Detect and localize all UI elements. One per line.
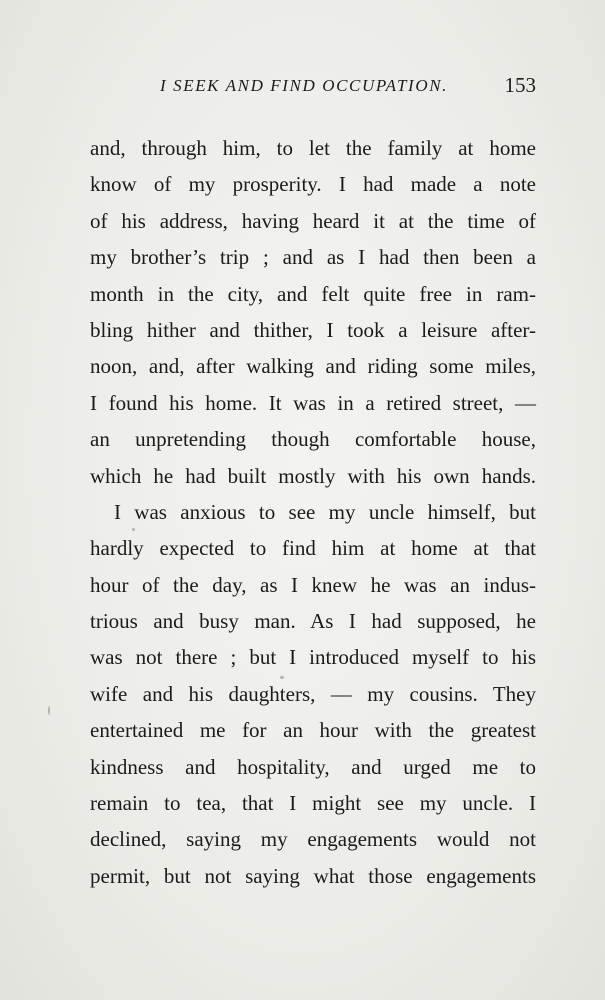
body-text [90, 130, 536, 894]
text-line: noon, and, after walking and riding some miles, [90, 354, 536, 379]
text-line: remain to tea, that I might see my uncle. I [90, 791, 536, 816]
text-line: I was anxious to see my uncle himself, but [114, 499, 536, 524]
text-line: know of my prosperity. I had made a note [90, 172, 536, 197]
text-line: permit, but not saying what those engagements [90, 863, 536, 888]
text-line: I found his home. It was in a retired street, — [90, 390, 536, 415]
text-line: which he had built mostly with his own hands. [90, 463, 536, 488]
paper-speck [132, 528, 135, 531]
running-title: I SEEK AND FIND OCCUPATION. [160, 76, 448, 95]
text-line: and, through him, to let the family at home [90, 136, 536, 160]
text-line: month in the city, and felt quite free in ram- [90, 281, 536, 306]
text-line: entertained me for an hour with the greatest [90, 718, 536, 743]
text-line: kindness and hospitality, and urged me to [90, 754, 536, 779]
text-line: declined, saying my engagements would not [90, 827, 536, 852]
text-line: hardly expected to find him at home at that [90, 536, 536, 561]
text-line: was not there ; but I introduced myself to his [90, 645, 536, 670]
text-line: wife and his daughters, — my cousins. They [90, 681, 536, 706]
text-line: hour of the day, as I knew he was an indus- [90, 572, 536, 597]
page-number: 153 [504, 73, 536, 97]
text-line: trious and busy man. As I had supposed, he [90, 609, 536, 634]
text-line: my brother’s trip ; and as I had then been a [90, 245, 536, 270]
text-line: bling hither and thither, I took a leisure after- [90, 317, 536, 342]
paper-speck [280, 676, 284, 679]
text-line: of his address, having heard it at the time of [90, 208, 536, 233]
running-head [90, 73, 536, 102]
text-line: an unpretending though comfortable house, [90, 427, 536, 452]
paper-speck [48, 706, 50, 715]
